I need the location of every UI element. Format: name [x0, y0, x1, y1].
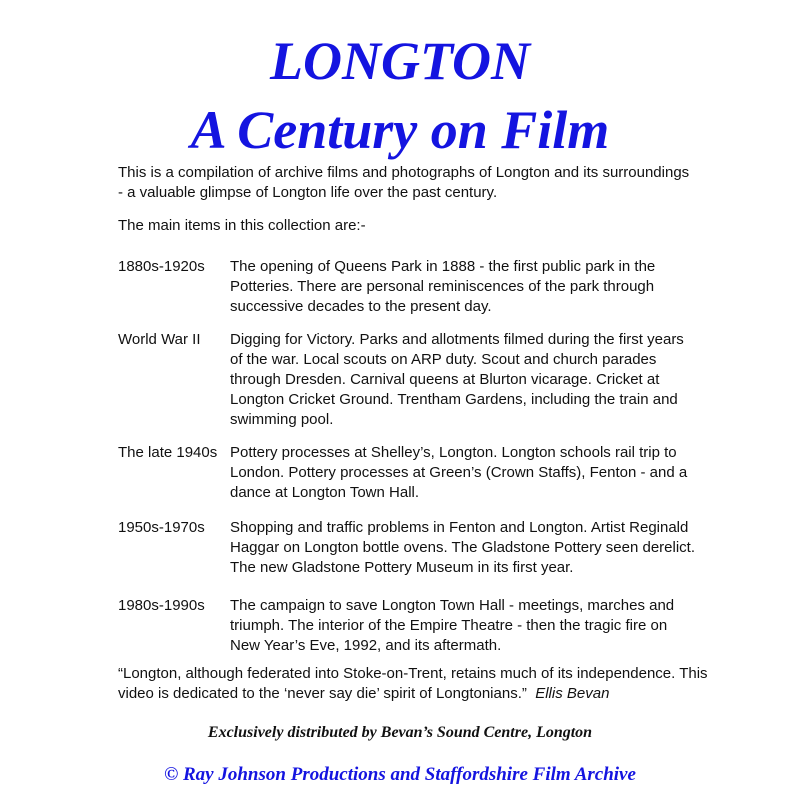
item-description: The campaign to save Longton Town Hall - meetings, marches and triumph. The interior of the Empire Theatre - then the tragic fire on New Year’s Eve, 1992, and its aftermath.: [230, 597, 675, 654]
item-period: The late 1940s: [118, 444, 218, 461]
item-period: 1980s-1990s: [118, 597, 205, 614]
copyright-line: © Ray Johnson Productions and Staffordshire Film Archive: [164, 764, 636, 785]
item-period: 1950s-1970s: [118, 519, 205, 536]
item-period: 1880s-1920s: [118, 258, 205, 275]
title-line-2: A Century on Film: [190, 100, 610, 160]
main-items-heading: The main items in this collection are:-: [118, 217, 366, 234]
title-line-1: LONGTON: [270, 31, 530, 91]
quote-text: “Longton, although federated into Stoke-on-Trent, retains much of its independence. This video is dedicated to the ‘never say die’ spirit of Longtonians.”: [118, 665, 708, 702]
intro-paragraph: This is a compilation of archive films and photographs of Longton and its surroundings - a valuable glimpse of Longton life over the past century.: [118, 164, 690, 201]
item-description: Digging for Victory. Parks and allotments filmed during the first years of the war. Local scouts on ARP duty. Scout and church parades through Dresden. Carnival queens at Blurton vicarage. Cricket at Longton Cricket Ground. Trentham Gardens, including the train and swimming pool.: [230, 331, 684, 428]
distributor-line: Exclusively distributed by Bevan’s Sound Centre, Longton: [207, 724, 593, 741]
item-description: Shopping and traffic problems in Fenton and Longton. Artist Reginald Haggar on Longton bottle ovens. The Gladstone Pottery seen derelict. The new Gladstone Pottery Museum in its first year.: [230, 519, 696, 576]
item-description: The opening of Queens Park in 1888 - the first public park in the Potteries. There are personal reminiscences of the park through successive decades to the present day.: [230, 258, 656, 315]
item-description: Pottery processes at Shelley’s, Longton. Longton schools rail trip to London. Pottery processes at Green’s (Crown Staffs), Fenton - and a dance at Longton Town Hall.: [230, 444, 688, 501]
quote-author: Ellis Bevan: [535, 685, 610, 702]
item-period: World War II: [118, 331, 201, 348]
quote: [118, 664, 718, 704]
